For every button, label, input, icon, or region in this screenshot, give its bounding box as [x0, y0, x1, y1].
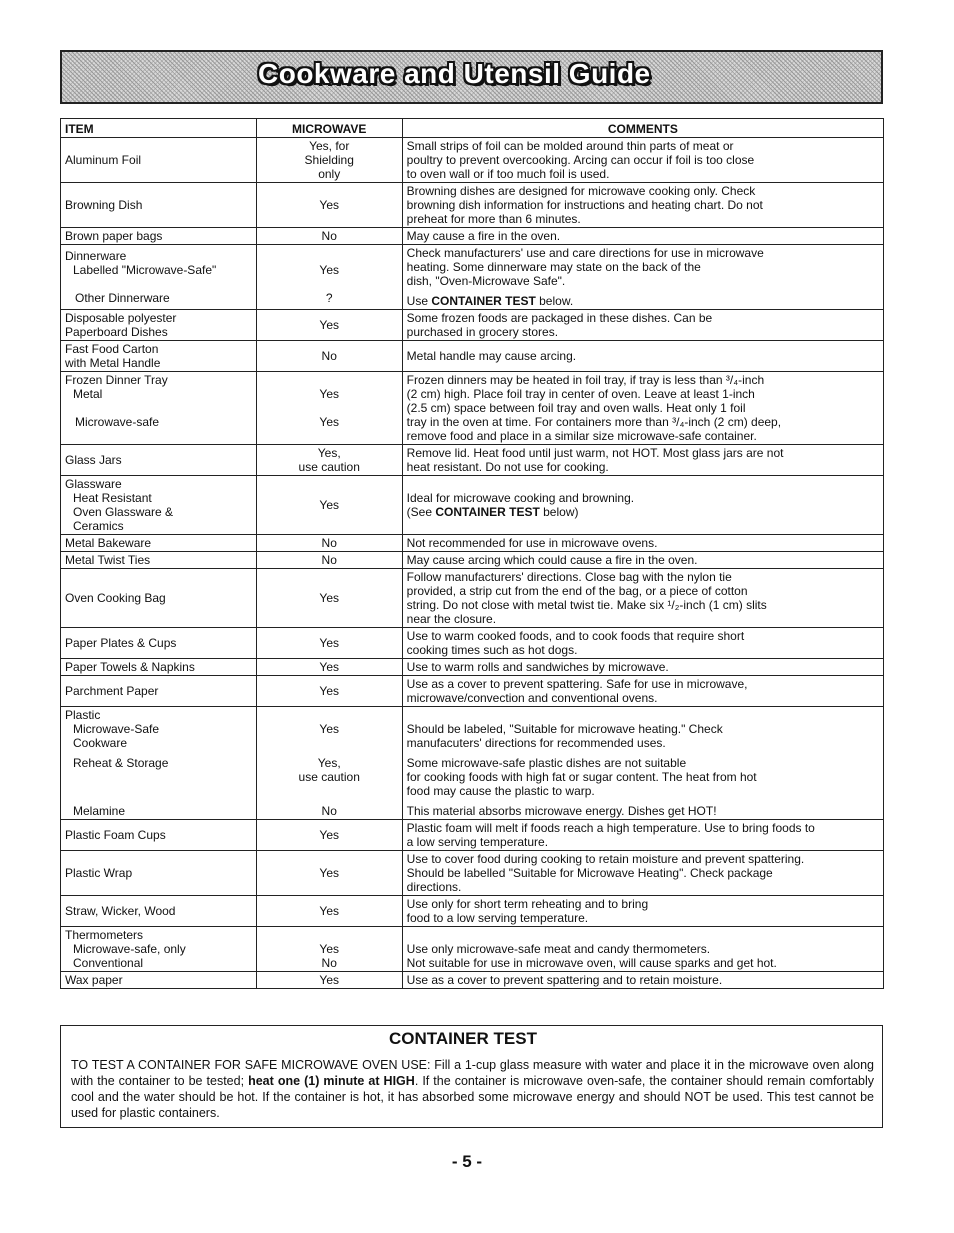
microwave-cell: Yes Yes	[256, 372, 402, 445]
item-cell: Wax paper	[61, 972, 257, 989]
comments-cell: Use only microwave-safe meat and candy thermometers. Not suitable for use in microwave oven, will cause sparks and get hot.	[402, 927, 883, 972]
table-row	[61, 445, 884, 476]
item-cell: Metal Twist Ties	[61, 552, 257, 569]
comments-cell: Some frozen foods are packaged in these dishes. Can be purchased in grocery stores.	[402, 310, 883, 341]
microwave-cell: Yes	[256, 569, 402, 628]
item-cell: Dinnerware Labelled "Microwave-Safe" Other Dinnerware	[61, 245, 257, 310]
comments-cell: Not recommended for use in microwave ovens.	[402, 535, 883, 552]
container-test-emphasis: heat one (1) minute at HIGH	[248, 1074, 415, 1088]
container-test-box	[60, 1025, 883, 1128]
item-cell: Brown paper bags	[61, 228, 257, 245]
microwave-cell: No	[256, 535, 402, 552]
item-cell: Aluminum Foil	[61, 138, 257, 183]
microwave-cell: Yes	[256, 676, 402, 707]
comments-cell: Small strips of foil can be molded around thin parts of meat or poultry to prevent overcooking. Arcing can occur if foil is too close to oven wall or if too much foil is used.	[402, 138, 883, 183]
microwave-cell: Yes Yes, use caution No	[256, 707, 402, 820]
item-cell: Oven Cooking Bag	[61, 569, 257, 628]
comments-cell: May cause a fire in the oven.	[402, 228, 883, 245]
item-cell: Thermometers Microwave-safe, only Conventional	[61, 927, 257, 972]
item-cell: Metal Bakeware	[61, 535, 257, 552]
table-row	[61, 138, 884, 183]
table-row	[61, 628, 884, 659]
item-cell: Parchment Paper	[61, 676, 257, 707]
table-row	[61, 972, 884, 989]
page-number: - 5 -	[451, 1152, 483, 1171]
microwave-cell: Yes	[256, 820, 402, 851]
comments-cell: Use to warm cooked foods, and to cook foods that require short cooking times such as hot dogs.	[402, 628, 883, 659]
table-row	[61, 535, 884, 552]
table-row	[61, 927, 884, 972]
comments-cell: Use as a cover to prevent spattering. Safe for use in microwave, microwave/convection and conventional ovens.	[402, 676, 883, 707]
microwave-cell: Yes	[256, 896, 402, 927]
page-title: Cookware and Utensil Guide	[258, 58, 651, 89]
item-cell: Plastic Wrap	[61, 851, 257, 896]
microwave-cell: Yes	[256, 851, 402, 896]
comments-cell: Should be labeled, "Suitable for microwave heating." Check manufacuters' directions for recommended uses. Some microwave-safe plastic dishes are not suitable for cooking foods with high fat or sugar content. The heat from hot food may cause the plastic to warp. This material absorbs microwave energy. Dishes get HOT!	[402, 707, 883, 820]
comments-cell: Follow manufacturers' directions. Close bag with the nylon tie provided, a strip cut from the end of the bag, or a piece of cotton string. Do not close with metal twist tie. Make six ¹/₂-inch (1 cm) slits near the closure.	[402, 569, 883, 628]
microwave-cell: Yes	[256, 659, 402, 676]
table-row	[61, 851, 884, 896]
table-row	[61, 820, 884, 851]
table-row	[61, 552, 884, 569]
table-row	[61, 183, 884, 228]
comments-cell: Check manufacturers' use and care directions for use in microwave heating. Some dinnerware may state on the back of the dish, "Oven-Microwave Safe". Use CONTAINER TEST below.	[402, 245, 883, 310]
comments-cell: Metal handle may cause arcing.	[402, 341, 883, 372]
table-row	[61, 228, 884, 245]
table-row	[61, 569, 884, 628]
microwave-cell: Yes	[256, 476, 402, 535]
comments-cell: Plastic foam will melt if foods reach a high temperature. Use to bring foods to a low serving temperature.	[402, 820, 883, 851]
microwave-cell: Yes	[256, 183, 402, 228]
comments-cell: Use only for short term reheating and to bring food to a low serving temperature.	[402, 896, 883, 927]
item-cell: Straw, Wicker, Wood	[61, 896, 257, 927]
microwave-cell: No	[256, 552, 402, 569]
column-header-item: ITEM	[61, 119, 257, 138]
table-row	[61, 896, 884, 927]
column-header-microwave: MICROWAVE	[256, 119, 402, 138]
comments-cell: Frozen dinners may be heated in foil tray, if tray is less than ³/₄-inch (2 cm) high. Place foil tray in center of oven. Leave at least 1-inch (2.5 cm) space between foil tray and oven walls. Heat only 1 foil tray in the oven at time. For containers more than ³/₄-inch (2 cm) deep, remove food and place in a similar size microwave-safe container.	[402, 372, 883, 445]
item-cell: Plastic Foam Cups	[61, 820, 257, 851]
comments-cell: Remove lid. Heat food until just warm, not HOT. Most glass jars are not heat resistant. Do not use for cooking.	[402, 445, 883, 476]
table-row	[61, 659, 884, 676]
table-row	[61, 676, 884, 707]
microwave-cell: Yes No	[256, 927, 402, 972]
item-cell: Frozen Dinner Tray Metal Microwave-safe	[61, 372, 257, 445]
item-cell: Paper Towels & Napkins	[61, 659, 257, 676]
microwave-cell: Yes	[256, 310, 402, 341]
table-header-row	[61, 119, 884, 138]
item-cell: Browning Dish	[61, 183, 257, 228]
container-test-text: TO TEST A CONTAINER FOR SAFE MICROWAVE OVEN USE: Fill a 1-cup glass measure with water and place it in the microwave oven along with the container to be tested; heat one (1) minute at HIGH. If the container is microwave oven-safe, the container should remain comfortably cool and the water should be hot. If the container is hot, it has absorbed some microwave energy and should NOT be used. This test cannot be used for plastic containers.	[71, 1058, 874, 1120]
item-cell: Fast Food Carton with Metal Handle	[61, 341, 257, 372]
table-row	[61, 245, 884, 310]
comments-cell: Use to warm rolls and sandwiches by microwave.	[402, 659, 883, 676]
comments-cell: May cause arcing which could cause a fire in the oven.	[402, 552, 883, 569]
table-row	[61, 341, 884, 372]
table-row	[61, 476, 884, 535]
item-cell: Plastic Microwave-Safe Cookware Reheat & Storage Melamine	[61, 707, 257, 820]
microwave-cell: Yes	[256, 628, 402, 659]
item-cell: Glassware Heat Resistant Oven Glassware & Ceramics	[61, 476, 257, 535]
item-cell: Paper Plates & Cups	[61, 628, 257, 659]
microwave-cell: Yes, for Shielding only	[256, 138, 402, 183]
microwave-cell: No	[256, 341, 402, 372]
microwave-cell: Yes, use caution	[256, 445, 402, 476]
item-cell: Glass Jars	[61, 445, 257, 476]
comments-cell: Ideal for microwave cooking and browning. (See CONTAINER TEST below)	[402, 476, 883, 535]
microwave-cell: No	[256, 228, 402, 245]
comments-cell: Use as a cover to prevent spattering and to retain moisture.	[402, 972, 883, 989]
item-cell: Disposable polyester Paperboard Dishes	[61, 310, 257, 341]
table-row	[61, 310, 884, 341]
column-header-comments: COMMENTS	[402, 119, 883, 138]
comments-cell: Browning dishes are designed for microwave cooking only. Check browning dish information for instructions and heating chart. Do not preheat for more than 6 minutes.	[402, 183, 883, 228]
table-row	[61, 372, 884, 445]
microwave-cell: Yes ?	[256, 245, 402, 310]
cookware-table	[60, 118, 884, 989]
comments-cell: Use to cover food during cooking to retain moisture and prevent spattering. Should be labelled "Suitable for Microwave Heating". Check package directions.	[402, 851, 883, 896]
table-row	[61, 707, 884, 820]
title-banner	[60, 50, 883, 104]
container-test-title: CONTAINER TEST	[389, 1029, 537, 1048]
microwave-cell: Yes	[256, 972, 402, 989]
